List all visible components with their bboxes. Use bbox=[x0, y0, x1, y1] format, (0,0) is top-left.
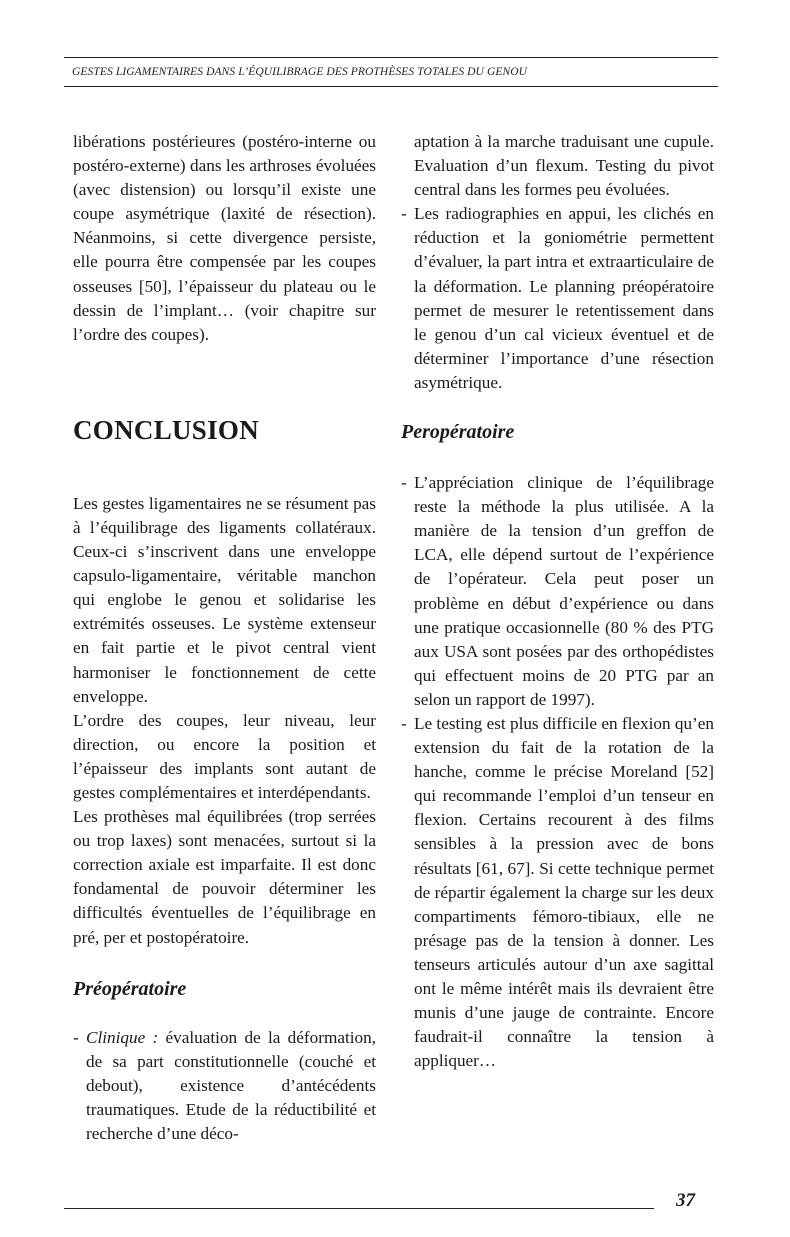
header-rule-bottom bbox=[64, 86, 718, 87]
header-rule-top bbox=[64, 57, 718, 58]
right-column bbox=[401, 130, 714, 1073]
clinical-continuation: aptation à la marche traduisant une cupule. Evaluation d’un flexum. Testing du pivot central dans les formes peu évoluées. bbox=[414, 132, 714, 200]
left-column bbox=[73, 130, 376, 1146]
bullet-dash: - bbox=[401, 204, 407, 224]
bullet-dash: - bbox=[401, 473, 407, 493]
preop-radiography-item bbox=[401, 202, 714, 395]
conclusion-heading: CONCLUSION bbox=[73, 414, 260, 445]
page-number: 37 bbox=[676, 1190, 695, 1211]
conclusion-paragraph-3: Les prothèses mal équilibrées (trop serrées ou trop laxes) sont menacées, surtout si la correction axiale est imparfaite. Il est donc fondamental de pouvoir déterminer les difficultés éventuelles de l’équilibrage en pré, per et postopératoire. bbox=[73, 807, 376, 947]
running-header: GESTES LIGAMENTAIRES DANS L’ÉQUILIBRAGE DES PROTHÈSES TOTALES DU GENOU bbox=[72, 66, 528, 78]
preoperative-heading: Préopératoire bbox=[73, 977, 187, 1000]
perop-clinical-item bbox=[401, 471, 714, 712]
perop-testing-item bbox=[401, 712, 714, 1073]
clinical-lead: Clinique : bbox=[86, 1027, 159, 1047]
intro-paragraph: libérations postérieures (postéro-interne ou postéro-externe) dans les arthroses évoluées (avec distension) ou lorsqu’il existe une coupe asymétrique (laxité de résection). Néanmoins, si cette divergence persiste, elle pourra être compensée par les coupes osseuses [50], l’épaisseur du plateau ou le dessin de l’implant… (voir chapitre sur l’ordre des coupes). bbox=[73, 132, 376, 344]
conclusion-paragraph-2: L’ordre des coupes, leur niveau, leur direction, ou encore la position et l’épaisseur des implants sont autant de gestes complémentaires et interdépendants. bbox=[73, 710, 376, 802]
bullet-dash: - bbox=[73, 1027, 79, 1047]
radiography-text: Les radiographies en appui, les clichés en réduction et la goniométrie permettent d’évaluer, la part intra et extraarticulaire de la déformation. Le planning préopératoire permet de mesurer le retentissement dans le genou d’un cal vicieux éventuel et de déterminer l’importance d’une résection asymétrique. bbox=[414, 204, 714, 392]
peroperative-heading: Peropératoire bbox=[401, 421, 515, 444]
perop-testing-text: Le testing est plus difficile en flexion qu’en extension du fait de la rotation de la hanche, comme le précise Moreland [52] qui recommande l’emploi d’un tenseur en flexion. Certains recourent à des films sensibles à la pression avec de bons résultats [61, 67]. Si cette technique permet de répartir également la charge sur les deux compartiments fémoro-tibiaux, elle ne présage pas de la tension à donner. Les tenseurs articulés autour d’un axe sagittal ont le même intérêt mais ils devraient être munis d’une jauge de contrainte. Encore faudrait-il connaître la tension à appliquer… bbox=[414, 713, 714, 1071]
perop-clinical-text: L’appréciation clinique de l’équilibrage reste la méthode la plus utilisée. A la manière de la tension d’un greffon de LCA, elle dépend surtout de l’expérience de l’opérateur. Cela peut poser un problème en début d’expérience ou dans une pratique occasionnelle (80 % des PTG aux USA sont posées par des orthopédistes qui effectuent moins de 20 PTG par an selon un rapport de 1997). bbox=[414, 473, 714, 709]
bullet-dash: - bbox=[401, 713, 407, 733]
footer-rule bbox=[64, 1208, 654, 1209]
conclusion-paragraph-1: Les gestes ligamentaires ne se résument pas à l’équilibrage des ligaments collatéraux. Ceux-ci s’inscrivent dans une enveloppe capsulo-ligamentaire, véritable manchon qui englobe le genou et solidarise les extrémités osseuses. Le système extenseur en fait partie et le pivot central vient harmoniser le fonctionnement de cette enveloppe. bbox=[73, 493, 376, 706]
preop-clinical-item bbox=[73, 1026, 376, 1146]
clinical-text: évaluation de la déformation, de sa part constitutionnelle (couché et debout), existence d’antécédents traumatiques. Etude de la réductibilité et recherche d’une déco- bbox=[86, 1027, 376, 1143]
